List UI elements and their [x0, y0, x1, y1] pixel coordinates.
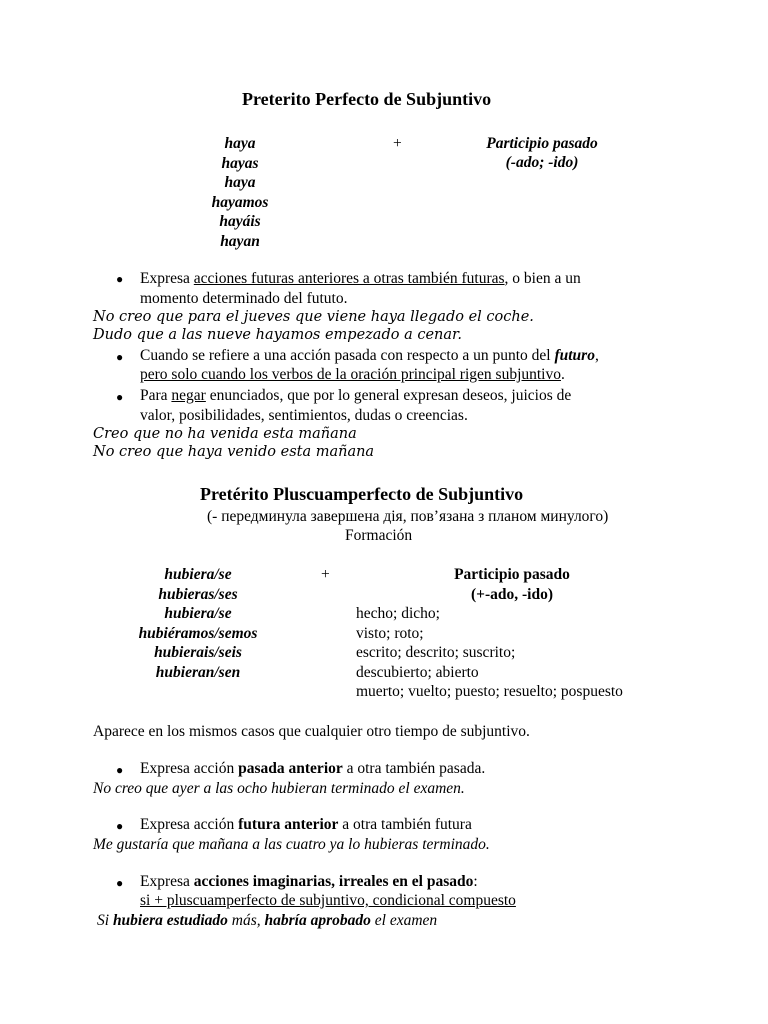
- participle-endings: (-ado; -ido): [505, 154, 579, 171]
- aux-form: hayamos: [211, 193, 269, 211]
- example-sentence: Si hubiera estudiado más, habría aprobado el examen: [97, 912, 438, 929]
- participle-label: Participio pasado: [454, 566, 570, 583]
- aux-form: hubiéramos/semos: [138, 624, 258, 642]
- bullet-text: Expresa acción pasada anterior a otra también pasada.: [140, 760, 486, 777]
- example-sentence: Creo que no ha venida esta mañana: [93, 426, 357, 442]
- participle-item: visto; roto;: [356, 624, 424, 642]
- aux-form: haya: [224, 135, 256, 152]
- aux-form: hayáis: [219, 213, 261, 231]
- participle-endings: (+-ado, -ido): [470, 585, 554, 603]
- aux-form: haya: [224, 174, 256, 192]
- participle-item: muerto; vuelto; puesto; resuelto; pospuesto: [356, 683, 623, 701]
- aux-form: hubieras/ses: [158, 585, 238, 603]
- section-subtitle: (- передминула завершена дія, пов’язана з планом минулого): [207, 508, 609, 525]
- example-sentence: No creo que para el jueves que viene haya llegado el coche.: [93, 309, 534, 325]
- bullet-text-cont: momento determinado del fututo.: [140, 290, 348, 307]
- participle-item: hecho; dicho;: [356, 605, 440, 622]
- aux-form: hubiera/se: [164, 566, 232, 583]
- bullet-icon: ●: [116, 819, 124, 833]
- bullet-icon: ●: [116, 272, 124, 286]
- bullet-text: Para negar enunciados, que por lo general expresan deseos, juicios de: [140, 387, 572, 404]
- bullet-icon: ●: [116, 876, 124, 890]
- example-sentence: No creo que haya venido esta mañana: [93, 444, 375, 460]
- aux-form: hayan: [220, 232, 260, 250]
- bullet-text: Expresa acciones futuras anteriores a otras también futuras, o bien a un: [140, 270, 581, 287]
- bullet-text-cont: si + pluscuamperfecto de subjuntivo, condicional compuesto: [140, 892, 516, 909]
- example-sentence: No creo que ayer a las ocho hubieran terminado el examen.: [93, 780, 465, 797]
- aux-column-perfecto: [190, 134, 290, 252]
- bullet-text-cont: valor, posibilidades, sentimientos, dudas o creencias.: [140, 407, 468, 424]
- participle-item: descubierto; abierto: [356, 663, 479, 681]
- aux-form: hubiera/se: [164, 605, 232, 623]
- participle-item: escrito; descrito; suscrito;: [356, 644, 516, 662]
- participle-label: Participio pasado: [486, 135, 598, 152]
- aux-column-pluscuamperfecto: [108, 565, 288, 683]
- aux-form: hubierais/seis: [154, 644, 242, 662]
- section-title-perfecto: Preterito Perfecto de Subjuntivo: [242, 89, 492, 109]
- bullet-text: Expresa acciones imaginarias, irreales en el pasado:: [140, 873, 478, 890]
- section-title-pluscuamperfecto: Pretérito Pluscuamperfecto de Subjuntivo: [200, 484, 524, 504]
- aux-form: hubieran/sen: [155, 663, 241, 681]
- example-sentence: Dudo que a las nueve hayamos empezado a cenar.: [93, 327, 462, 343]
- formacion-label: Formación: [345, 527, 413, 544]
- aux-form: hayas: [221, 154, 259, 172]
- plus-sign: +: [321, 566, 330, 583]
- aparece-text: Aparece en los mismos casos que cualquier otro tiempo de subjuntivo.: [93, 723, 530, 740]
- bullet-text: Expresa acción futura anterior a otra también futura: [140, 816, 472, 833]
- bullet-icon: ●: [116, 350, 124, 364]
- bullet-text: Cuando se refiere a una acción pasada con respecto a un punto del futuro,: [140, 347, 599, 364]
- bullet-text-cont: pero solo cuando los verbos de la oración principal rigen subjuntivo.: [140, 366, 565, 383]
- plus-sign: +: [393, 135, 402, 152]
- example-sentence: Me gustaría que mañana a las cuatro ya lo hubieras terminado.: [93, 836, 490, 853]
- bullet-icon: ●: [116, 390, 124, 404]
- bullet-icon: ●: [116, 763, 124, 777]
- participle-header-perfecto: [442, 134, 642, 172]
- participle-list: [356, 604, 623, 702]
- participle-header-pluscuamperfecto: [412, 565, 612, 604]
